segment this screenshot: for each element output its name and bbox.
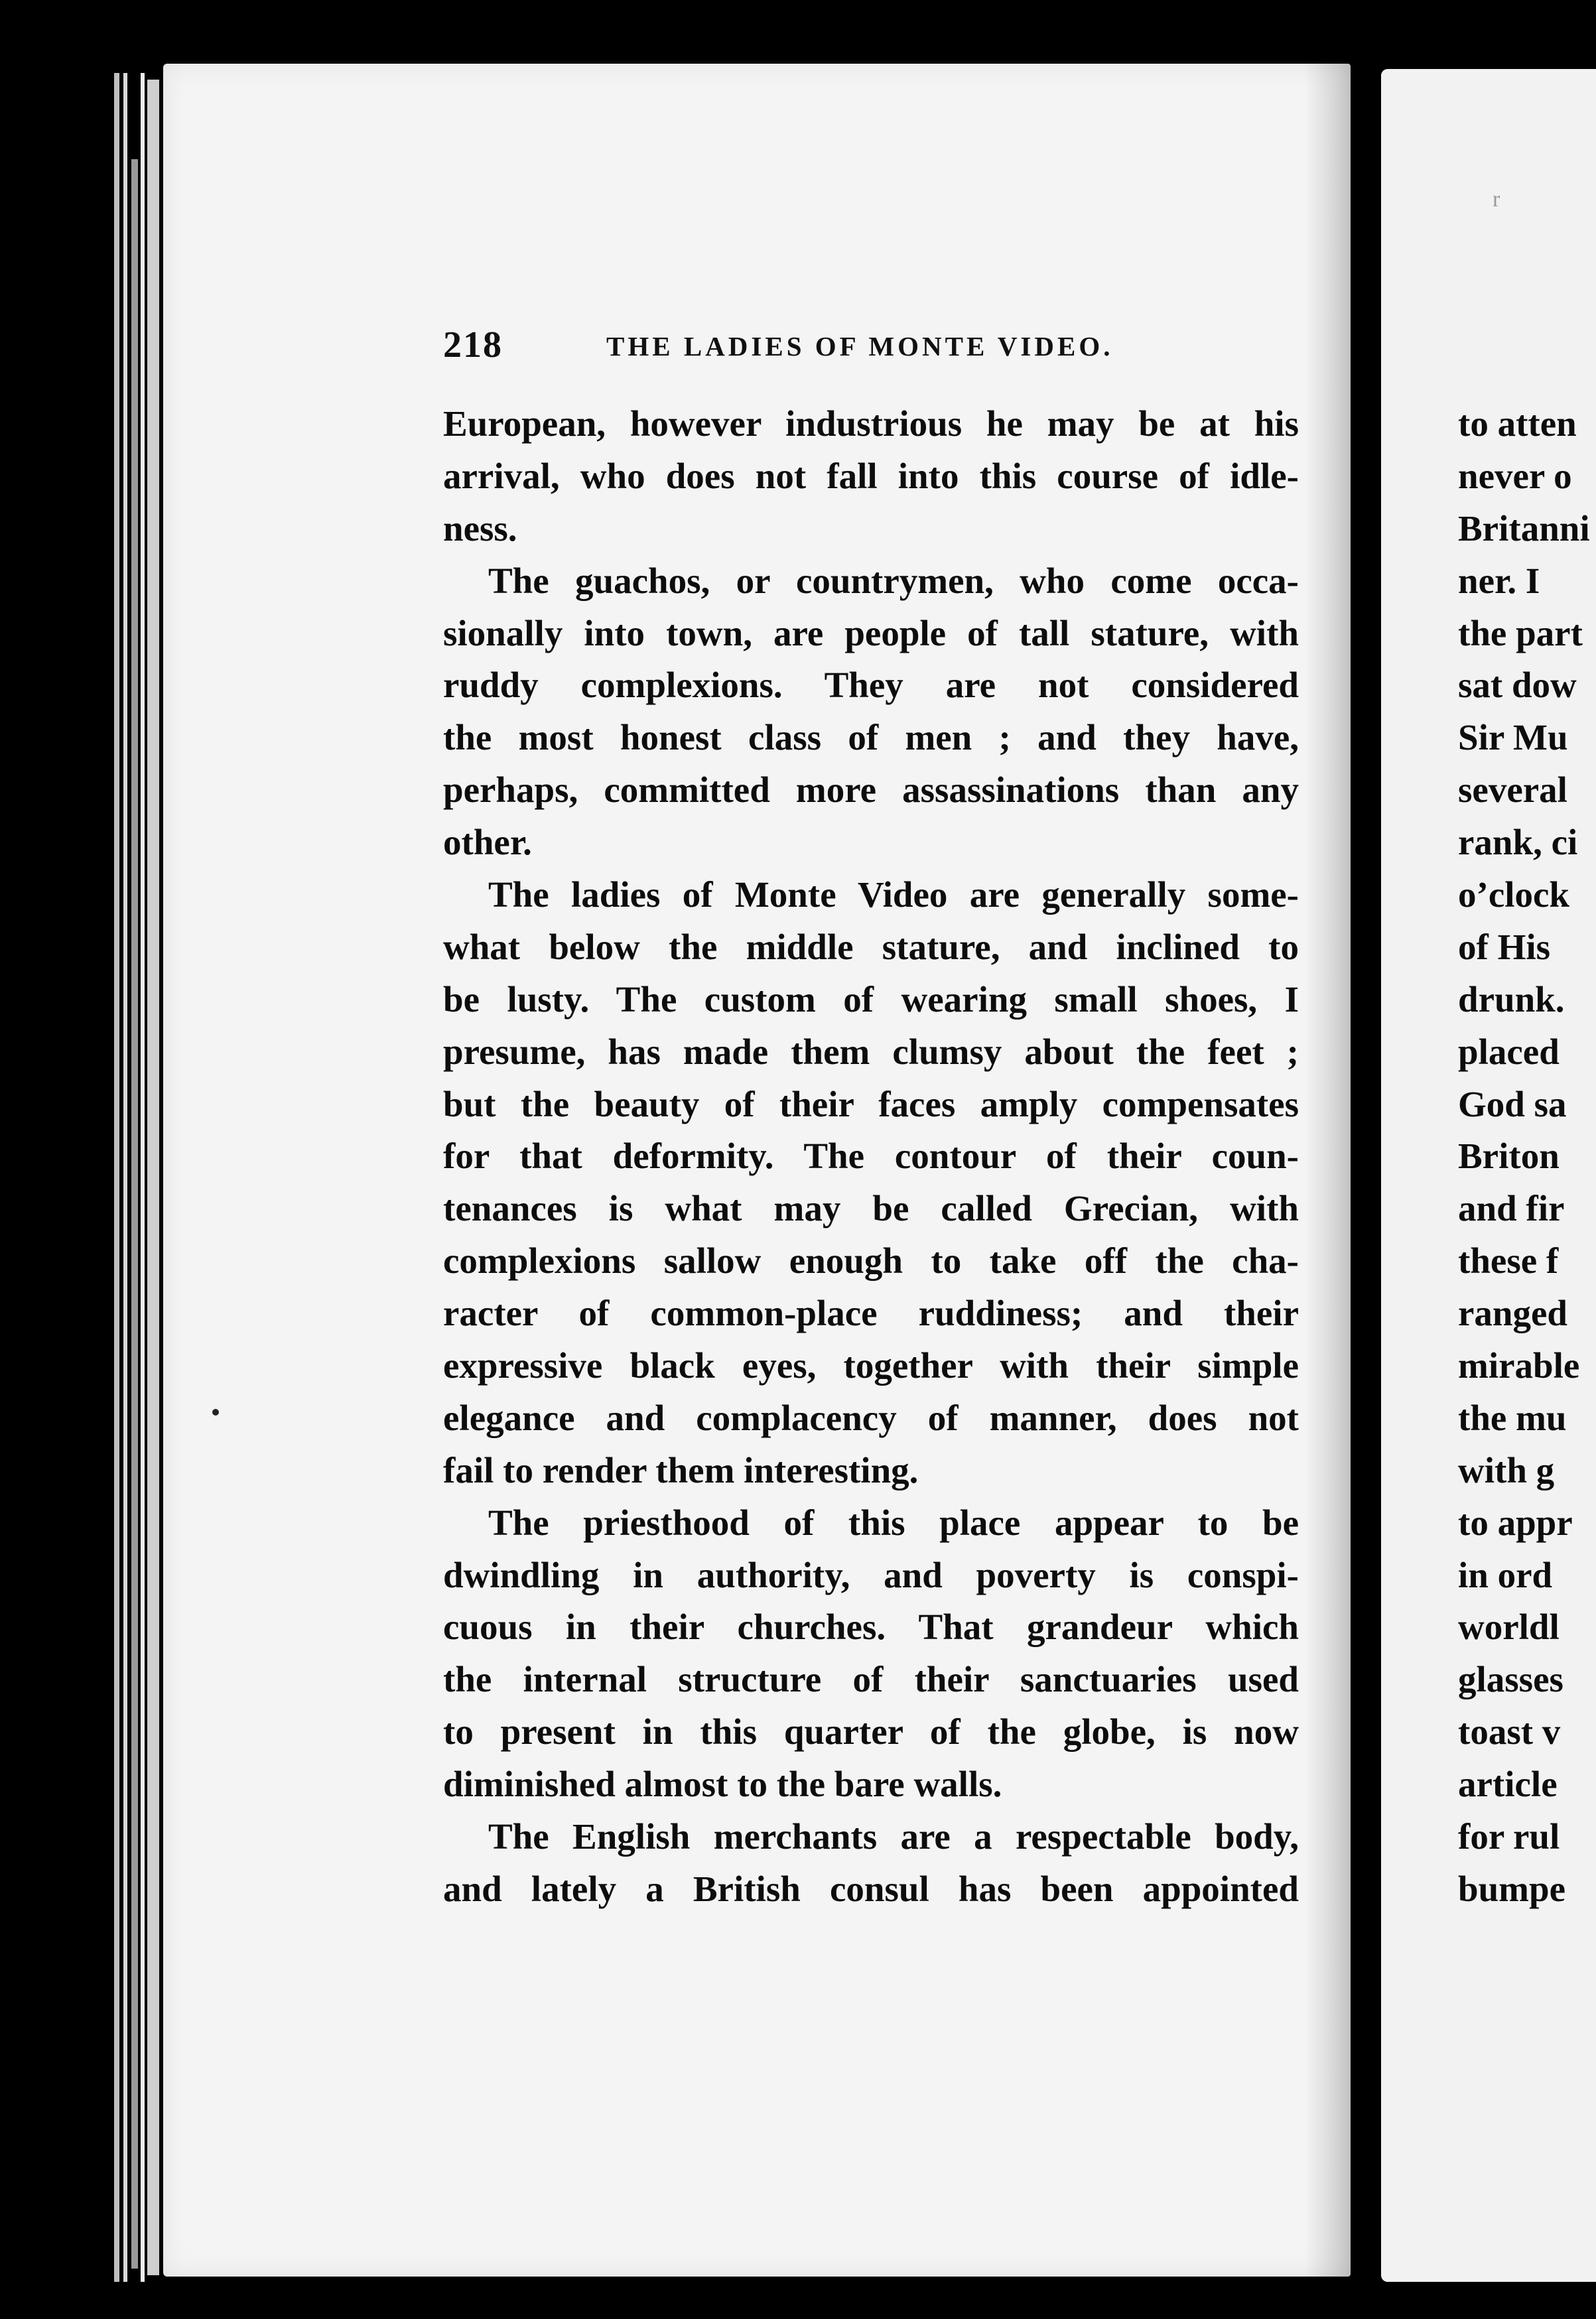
text-line: dwindling in authority, and poverty is conspi-: [443, 1554, 1299, 1595]
text-line: be lusty. The custom of wearing small shoes, I: [443, 978, 1299, 1020]
right-page-text-line: God sa: [1458, 1083, 1567, 1124]
right-page-text-line: toast v: [1458, 1711, 1561, 1753]
right-page-text-line: rank, ci: [1458, 822, 1578, 863]
text-line: complexions sallow enough to take off the cha-: [443, 1240, 1299, 1282]
right-page-text: [1458, 398, 1596, 1916]
right-page-text-line: in ord: [1458, 1554, 1553, 1595]
text-line: elegance and complacency of manner, does not: [443, 1397, 1299, 1438]
right-page-mark: r: [1493, 187, 1500, 212]
text-line: ruddy complexions. They are not considered: [443, 665, 1299, 706]
text-line: ness.: [443, 507, 517, 549]
binding-edge: [114, 73, 119, 2282]
right-page-text-line: article: [1458, 1764, 1558, 1805]
right-page-text-line: and fir: [1458, 1188, 1565, 1229]
text-line: tenances is what may be called Grecian, with: [443, 1188, 1299, 1229]
right-page-text-line: worldl: [1458, 1607, 1560, 1648]
text-line: other.: [443, 822, 532, 863]
binding-edge: [147, 80, 159, 2275]
page-body-text: [443, 398, 1299, 1916]
right-page-text-line: drunk.: [1458, 978, 1565, 1020]
text-line: The guachos, or countrymen, who come occa-: [488, 560, 1299, 601]
text-line: cuous in their churches. That grandeur which: [443, 1607, 1299, 1648]
text-line: but the beauty of their faces amply compensates: [443, 1083, 1299, 1124]
text-line: for that deformity. The contour of their coun-: [443, 1136, 1299, 1177]
margin-speck: [212, 1409, 219, 1416]
running-header: [443, 324, 1292, 370]
right-page-text-line: o’clock: [1458, 874, 1570, 915]
text-line: what below the middle stature, and inclined to: [443, 926, 1299, 967]
right-page-text-line: for rul: [1458, 1816, 1560, 1857]
text-line: perhaps, committed more assassinations than any: [443, 769, 1299, 811]
right-page-text-line: sat dow: [1458, 665, 1577, 706]
right-page-text-line: several: [1458, 769, 1567, 811]
right-page-text-line: Briton: [1458, 1136, 1560, 1177]
text-line: European, however industrious he may be at his: [443, 403, 1299, 444]
text-line: to present in this quarter of the globe, is now: [443, 1711, 1299, 1753]
right-page-text-line: these f: [1458, 1240, 1559, 1282]
binding-edge: [131, 159, 138, 2269]
text-line: racter of common-place ruddiness; and their: [443, 1293, 1299, 1334]
right-page-text-line: ranged: [1458, 1293, 1567, 1334]
right-page-text-line: with g: [1458, 1449, 1555, 1491]
text-line: sionally into town, are people of tall stature, with: [443, 612, 1299, 653]
right-page-text-line: of His: [1458, 926, 1551, 967]
running-title: THE LADIES OF MONTE VIDEO.: [606, 331, 1114, 362]
text-line: arrival, who does not fall into this course of idle-: [443, 455, 1299, 496]
right-page-text-line: Sir Mu: [1458, 717, 1568, 758]
right-page-text-line: ner. I: [1458, 560, 1540, 601]
right-page-text-line: the mu: [1458, 1397, 1567, 1438]
text-line: expressive black eyes, together with their simple: [443, 1345, 1299, 1386]
right-page-text-line: bumpe: [1458, 1868, 1565, 1909]
binding-edge: [141, 73, 145, 2282]
page-number: 218: [443, 324, 503, 365]
right-page-text-line: the part: [1458, 612, 1583, 653]
right-page-text-line: to atten: [1458, 403, 1577, 444]
text-line: the most honest class of men ; and they have,: [443, 717, 1299, 758]
text-line: fail to render them interesting.: [443, 1449, 919, 1491]
right-page-text-line: glasses: [1458, 1659, 1563, 1700]
right-page-text-line: never o: [1458, 455, 1572, 496]
text-line: and lately a British consul has been appointed: [443, 1868, 1299, 1909]
text-line: presume, has made them clumsy about the feet ;: [443, 1031, 1299, 1072]
right-page-text-line: Britanni: [1458, 507, 1590, 549]
right-page-text-line: to appr: [1458, 1502, 1573, 1543]
right-page-text-line: placed: [1458, 1031, 1560, 1072]
text-line: the internal structure of their sanctuaries used: [443, 1659, 1299, 1700]
right-page-text-line: mirable: [1458, 1345, 1580, 1386]
text-line: The ladies of Monte Video are generally some-: [488, 874, 1299, 915]
text-line: The priesthood of this place appear to be: [488, 1502, 1299, 1543]
text-line: diminished almost to the bare walls.: [443, 1764, 1002, 1805]
gutter-shadow: [1304, 64, 1351, 2277]
binding-edge: [123, 73, 127, 2282]
text-line: The English merchants are a respectable body,: [488, 1816, 1299, 1857]
